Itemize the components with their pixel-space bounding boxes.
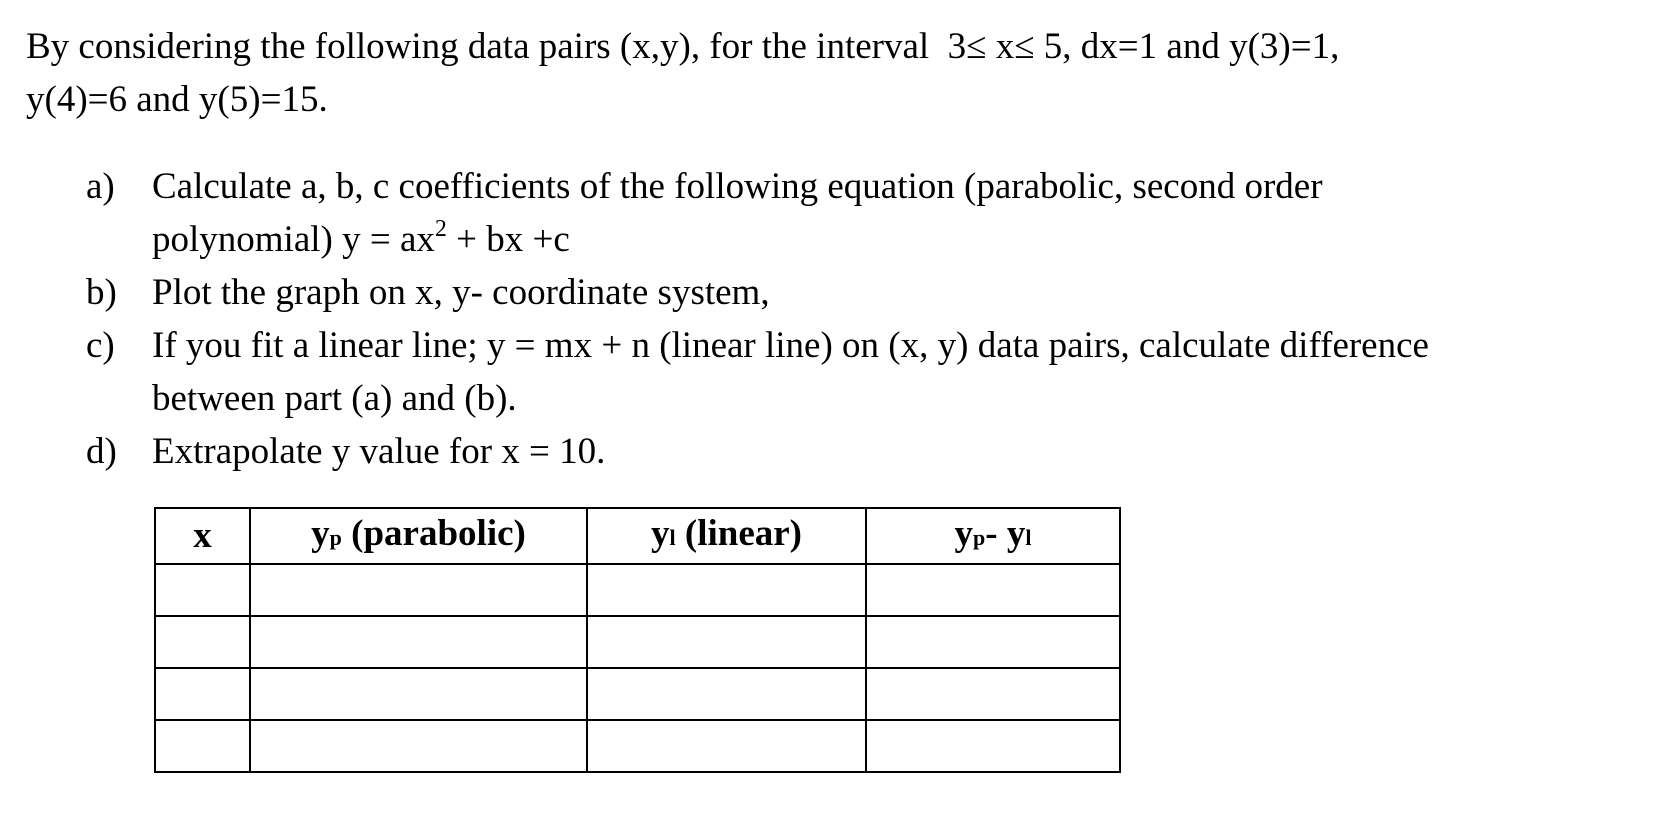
header-y-parabolic: yp (parabolic): [250, 508, 587, 564]
cell-y-linear[interactable]: [587, 564, 866, 616]
cell-difference[interactable]: [866, 668, 1120, 720]
question-c-line-2: between part (a) and (b).: [152, 378, 517, 419]
cell-y-parabolic[interactable]: [250, 668, 587, 720]
question-b-line-1: Plot the graph on x, y- coordinate system,: [152, 272, 770, 313]
cell-x[interactable]: [155, 564, 250, 616]
problem-intro: [26, 20, 1626, 126]
header-x: x: [155, 508, 250, 564]
cell-y-parabolic[interactable]: [250, 564, 587, 616]
question-c-line-1: If you fit a linear line; y = mx + n (linear line) on (x, y) data pairs, calculate difference: [152, 325, 1429, 366]
header-y-linear: yl (linear): [587, 508, 866, 564]
cell-y-linear[interactable]: [587, 720, 866, 772]
cell-y-parabolic[interactable]: [250, 616, 587, 668]
cell-difference[interactable]: [866, 616, 1120, 668]
question-letter: b): [86, 272, 117, 313]
answer-table: [154, 507, 1121, 773]
intro-line-1: By considering the following data pairs (x,y), for the interval 3≤ x≤ 5, dx=1 and y(3)=1,: [26, 26, 1340, 67]
cell-x[interactable]: [155, 720, 250, 772]
question-d-line-1: Extrapolate y value for x = 10.: [152, 431, 606, 472]
question-letter: a): [86, 166, 115, 207]
intro-line-2: y(4)=6 and y(5)=15.: [26, 79, 328, 120]
table-row: [155, 668, 1120, 720]
table-row: [155, 616, 1120, 668]
question-letter: c): [86, 325, 115, 366]
question-a-line-1: Calculate a, b, c coefficients of the following equation (parabolic, second order: [152, 166, 1323, 207]
cell-difference[interactable]: [866, 720, 1120, 772]
equation-prefix: polynomial) y = ax: [152, 219, 435, 260]
exponent: 2: [434, 215, 447, 242]
table-row: [155, 564, 1120, 616]
cell-x[interactable]: [155, 668, 250, 720]
cell-difference[interactable]: [866, 564, 1120, 616]
header-difference: yp- yl: [866, 508, 1120, 564]
cell-y-linear[interactable]: [587, 668, 866, 720]
question-a-line-2: [152, 213, 1652, 266]
table-row: [155, 720, 1120, 772]
equation-suffix: + bx +c: [446, 219, 570, 260]
cell-y-parabolic[interactable]: [250, 720, 587, 772]
table-header-row: [155, 508, 1120, 564]
cell-y-linear[interactable]: [587, 616, 866, 668]
cell-x[interactable]: [155, 616, 250, 668]
question-letter: d): [86, 431, 117, 472]
